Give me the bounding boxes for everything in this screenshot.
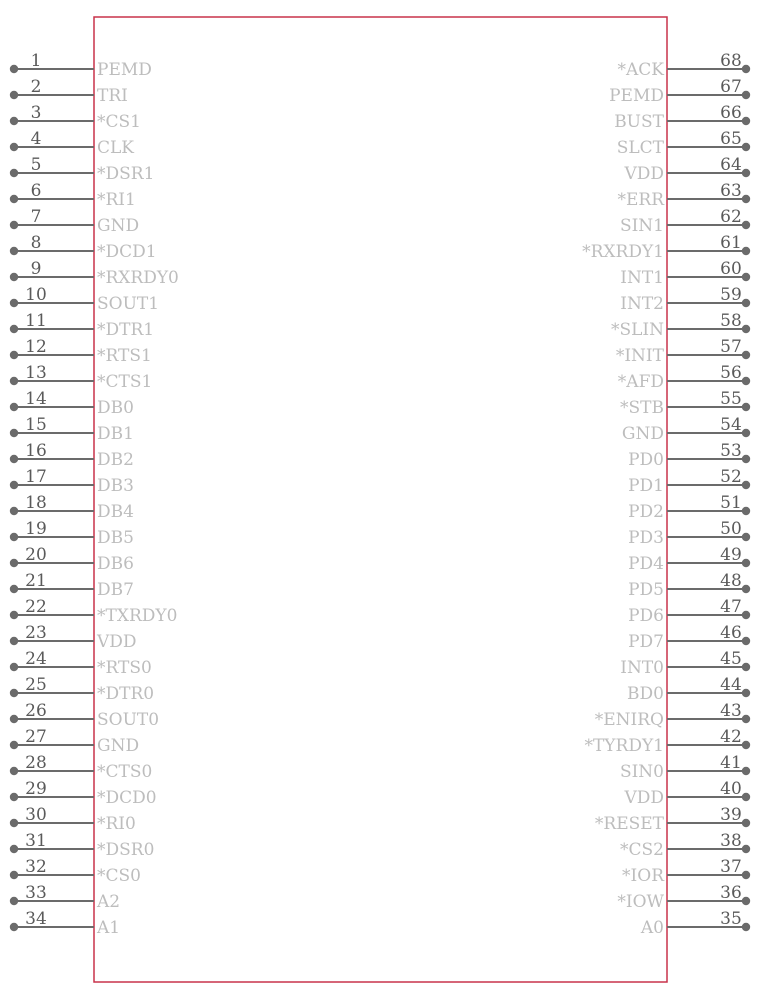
pin-number: 46 bbox=[720, 623, 742, 643]
pin-name: VDD bbox=[624, 164, 664, 184]
pin-endpoint-dot bbox=[10, 793, 18, 801]
pin-number: 10 bbox=[25, 285, 47, 305]
pin-30 bbox=[10, 805, 136, 834]
pin-name: *CS0 bbox=[97, 866, 141, 886]
pin-name: SIN0 bbox=[619, 762, 664, 782]
pin-65 bbox=[617, 129, 750, 158]
pin-12 bbox=[10, 337, 152, 366]
pin-name: *RTS0 bbox=[97, 658, 152, 678]
pin-61 bbox=[582, 233, 750, 262]
pin-name: *DCD1 bbox=[97, 242, 157, 262]
pin-11 bbox=[10, 311, 154, 340]
pin-number: 13 bbox=[25, 363, 47, 383]
pin-name: PD1 bbox=[628, 476, 664, 496]
pin-endpoint-dot bbox=[742, 767, 750, 775]
pin-number: 66 bbox=[720, 103, 742, 123]
pin-name: *AFD bbox=[617, 372, 664, 392]
pin-endpoint-dot bbox=[10, 585, 18, 593]
pin-name: VDD bbox=[97, 632, 137, 652]
pin-endpoint-dot bbox=[742, 819, 750, 827]
pin-34 bbox=[10, 909, 120, 938]
pin-name: BD0 bbox=[627, 684, 664, 704]
pin-endpoint-dot bbox=[10, 689, 18, 697]
pin-number: 11 bbox=[25, 311, 47, 331]
pin-endpoint-dot bbox=[742, 377, 750, 385]
pin-54 bbox=[622, 415, 750, 444]
pin-23 bbox=[10, 623, 137, 652]
pin-13 bbox=[10, 363, 153, 392]
pin-number: 35 bbox=[720, 909, 742, 929]
pin-number: 23 bbox=[25, 623, 47, 643]
pin-5 bbox=[10, 155, 155, 184]
pin-name: PD4 bbox=[628, 554, 664, 574]
pin-number: 25 bbox=[25, 675, 47, 695]
pin-52 bbox=[628, 467, 750, 496]
pin-3 bbox=[10, 103, 141, 132]
pin-number: 40 bbox=[720, 779, 742, 799]
pin-name: CLK bbox=[97, 138, 134, 158]
pin-number: 20 bbox=[25, 545, 47, 565]
pin-endpoint-dot bbox=[742, 455, 750, 463]
pin-38 bbox=[620, 831, 750, 860]
right-pin-group bbox=[582, 51, 750, 938]
pin-endpoint-dot bbox=[10, 897, 18, 905]
pin-name: SLCT bbox=[616, 138, 664, 158]
pin-46 bbox=[628, 623, 750, 652]
pin-28 bbox=[10, 753, 153, 782]
pin-number: 29 bbox=[25, 779, 47, 799]
pin-name: *DSR1 bbox=[97, 164, 155, 184]
pin-27 bbox=[10, 727, 139, 756]
pin-number: 22 bbox=[25, 597, 47, 617]
pin-44 bbox=[627, 675, 750, 704]
pin-20 bbox=[10, 545, 134, 574]
pin-name: GND bbox=[97, 736, 140, 756]
pin-number: 65 bbox=[720, 129, 742, 149]
pin-number: 49 bbox=[720, 545, 742, 565]
pin-number: 26 bbox=[25, 701, 47, 721]
pin-67 bbox=[609, 77, 750, 106]
pin-6 bbox=[10, 181, 136, 210]
pin-35 bbox=[640, 909, 750, 938]
pin-name: PEMD bbox=[609, 86, 664, 106]
pin-name: *TXRDY0 bbox=[97, 606, 178, 626]
pin-68 bbox=[618, 51, 751, 80]
pin-number: 45 bbox=[720, 649, 742, 669]
pin-endpoint-dot bbox=[10, 637, 18, 645]
pin-name: INT2 bbox=[620, 294, 664, 314]
pin-name: *DTR1 bbox=[97, 320, 155, 340]
pin-number: 55 bbox=[720, 389, 742, 409]
pin-name: GND bbox=[621, 424, 664, 444]
pin-endpoint-dot bbox=[742, 559, 750, 567]
pin-number: 8 bbox=[30, 233, 42, 253]
pin-endpoint-dot bbox=[742, 65, 750, 73]
pin-endpoint-dot bbox=[742, 533, 750, 541]
pin-62 bbox=[620, 207, 750, 236]
pin-29 bbox=[10, 779, 157, 808]
pin-name: INT1 bbox=[620, 268, 664, 288]
pin-name: TRI bbox=[97, 86, 128, 106]
pin-number: 59 bbox=[720, 285, 742, 305]
pin-number: 56 bbox=[720, 363, 742, 383]
pin-endpoint-dot bbox=[742, 143, 750, 151]
pin-53 bbox=[628, 441, 750, 470]
pin-name: *RXRDY1 bbox=[582, 242, 664, 262]
pin-name: *INIT bbox=[615, 346, 664, 366]
pin-10 bbox=[10, 285, 159, 314]
pin-name: PD3 bbox=[628, 528, 664, 548]
pin-43 bbox=[595, 701, 750, 730]
pin-59 bbox=[620, 285, 750, 314]
pin-endpoint-dot bbox=[742, 715, 750, 723]
pin-32 bbox=[10, 857, 141, 886]
pin-number: 38 bbox=[720, 831, 742, 851]
pin-endpoint-dot bbox=[742, 871, 750, 879]
pin-number: 27 bbox=[25, 727, 47, 747]
pin-name: *RI0 bbox=[97, 814, 136, 834]
pin-name: *RESET bbox=[594, 814, 664, 834]
pin-40 bbox=[623, 779, 750, 808]
pin-endpoint-dot bbox=[742, 169, 750, 177]
pin-endpoint-dot bbox=[742, 195, 750, 203]
pin-39 bbox=[595, 805, 750, 834]
pin-number: 15 bbox=[25, 415, 47, 435]
pin-51 bbox=[628, 493, 750, 522]
pin-name: PEMD bbox=[97, 60, 152, 80]
pin-number: 21 bbox=[25, 571, 47, 591]
pin-name: *RI1 bbox=[97, 190, 136, 210]
pin-number: 4 bbox=[30, 129, 42, 149]
pin-endpoint-dot bbox=[742, 611, 750, 619]
pin-name: PD0 bbox=[628, 450, 664, 470]
pin-number: 3 bbox=[30, 103, 42, 123]
pin-name: SIN1 bbox=[619, 216, 664, 236]
pin-name: *CTS0 bbox=[97, 762, 153, 782]
pin-name: *ENIRQ bbox=[594, 710, 664, 730]
pin-8 bbox=[10, 233, 157, 262]
pin-number: 32 bbox=[25, 857, 47, 877]
pin-endpoint-dot bbox=[10, 455, 18, 463]
pin-endpoint-dot bbox=[742, 117, 750, 125]
pin-endpoint-dot bbox=[742, 351, 750, 359]
pin-name: PD6 bbox=[628, 606, 664, 626]
pin-name: DB7 bbox=[97, 580, 134, 600]
pin-50 bbox=[628, 519, 750, 548]
pin-name: *RXRDY0 bbox=[97, 268, 179, 288]
pin-name: DB5 bbox=[97, 528, 134, 548]
pin-name: SOUT1 bbox=[97, 294, 160, 314]
pin-24 bbox=[10, 649, 152, 678]
pin-endpoint-dot bbox=[10, 559, 18, 567]
pin-name: DB4 bbox=[97, 502, 134, 522]
pin-25 bbox=[10, 675, 154, 704]
pin-41 bbox=[620, 753, 750, 782]
pin-number: 36 bbox=[720, 883, 742, 903]
pin-45 bbox=[620, 649, 750, 678]
pin-number: 44 bbox=[720, 675, 742, 695]
pin-number: 57 bbox=[720, 337, 742, 357]
pin-66 bbox=[614, 103, 750, 132]
pin-26 bbox=[10, 701, 159, 730]
pin-60 bbox=[620, 259, 750, 288]
pin-name: *DTR0 bbox=[97, 684, 155, 704]
pin-endpoint-dot bbox=[10, 117, 18, 125]
pin-21 bbox=[10, 571, 134, 600]
pin-name: INT0 bbox=[620, 658, 664, 678]
pin-47 bbox=[628, 597, 750, 626]
pin-7 bbox=[10, 207, 139, 236]
pin-number: 51 bbox=[720, 493, 742, 513]
pin-endpoint-dot bbox=[742, 663, 750, 671]
pin-2 bbox=[10, 77, 128, 106]
pin-1 bbox=[10, 51, 152, 80]
pin-endpoint-dot bbox=[10, 533, 18, 541]
pin-number: 53 bbox=[720, 441, 742, 461]
pin-endpoint-dot bbox=[10, 507, 18, 515]
pin-endpoint-dot bbox=[742, 247, 750, 255]
pin-number: 68 bbox=[720, 51, 742, 71]
pin-number: 14 bbox=[25, 389, 47, 409]
pin-number: 9 bbox=[30, 259, 42, 279]
pin-endpoint-dot bbox=[10, 299, 18, 307]
pin-endpoint-dot bbox=[742, 429, 750, 437]
pin-name: GND bbox=[97, 216, 140, 236]
pin-number: 58 bbox=[720, 311, 742, 331]
pin-15 bbox=[10, 415, 134, 444]
pin-name: DB2 bbox=[97, 450, 134, 470]
pin-name: DB1 bbox=[97, 424, 134, 444]
pin-endpoint-dot bbox=[742, 637, 750, 645]
pin-64 bbox=[623, 155, 750, 184]
pin-number: 24 bbox=[25, 649, 47, 669]
pin-endpoint-dot bbox=[10, 767, 18, 775]
pin-number: 62 bbox=[720, 207, 742, 227]
pin-endpoint-dot bbox=[10, 195, 18, 203]
pin-endpoint-dot bbox=[742, 793, 750, 801]
pin-name: VDD bbox=[624, 788, 664, 808]
pin-number: 52 bbox=[720, 467, 742, 487]
component-body bbox=[94, 17, 667, 982]
pin-number: 37 bbox=[720, 857, 742, 877]
pin-33 bbox=[10, 883, 120, 912]
pin-name: A0 bbox=[640, 918, 664, 938]
pin-endpoint-dot bbox=[10, 221, 18, 229]
pin-18 bbox=[10, 493, 134, 522]
pin-name: DB0 bbox=[97, 398, 134, 418]
pin-number: 34 bbox=[25, 909, 47, 929]
pin-number: 12 bbox=[25, 337, 47, 357]
pin-endpoint-dot bbox=[742, 299, 750, 307]
pin-number: 5 bbox=[30, 155, 42, 175]
pin-17 bbox=[10, 467, 134, 496]
pin-endpoint-dot bbox=[10, 143, 18, 151]
pin-number: 50 bbox=[720, 519, 742, 539]
pin-endpoint-dot bbox=[742, 481, 750, 489]
pin-48 bbox=[628, 571, 750, 600]
pin-endpoint-dot bbox=[10, 273, 18, 281]
pin-endpoint-dot bbox=[742, 585, 750, 593]
pin-31 bbox=[10, 831, 155, 860]
pin-name: *CTS1 bbox=[97, 372, 153, 392]
pin-endpoint-dot bbox=[742, 507, 750, 515]
pin-endpoint-dot bbox=[10, 481, 18, 489]
pin-endpoint-dot bbox=[10, 611, 18, 619]
pin-number: 64 bbox=[720, 155, 742, 175]
pin-16 bbox=[10, 441, 134, 470]
pin-endpoint-dot bbox=[10, 351, 18, 359]
pin-55 bbox=[620, 389, 750, 418]
pin-endpoint-dot bbox=[10, 741, 18, 749]
pin-number: 41 bbox=[720, 753, 742, 773]
pin-endpoint-dot bbox=[10, 377, 18, 385]
pin-19 bbox=[10, 519, 134, 548]
pin-name: PD5 bbox=[628, 580, 664, 600]
pin-14 bbox=[10, 389, 134, 418]
pin-number: 39 bbox=[720, 805, 742, 825]
pin-name: *RTS1 bbox=[97, 346, 152, 366]
pin-37 bbox=[622, 857, 750, 886]
pin-number: 60 bbox=[720, 259, 742, 279]
pin-4 bbox=[10, 129, 134, 158]
pin-endpoint-dot bbox=[742, 897, 750, 905]
pin-number: 19 bbox=[25, 519, 47, 539]
pin-name: *CS2 bbox=[620, 840, 664, 860]
pin-number: 47 bbox=[720, 597, 742, 617]
pin-name: *IOW bbox=[617, 892, 664, 912]
pin-endpoint-dot bbox=[742, 403, 750, 411]
pin-endpoint-dot bbox=[10, 429, 18, 437]
pin-endpoint-dot bbox=[10, 663, 18, 671]
pin-56 bbox=[618, 363, 750, 392]
pin-endpoint-dot bbox=[742, 273, 750, 281]
pin-number: 2 bbox=[30, 77, 42, 97]
pin-name: *TYRDY1 bbox=[584, 736, 664, 756]
pin-number: 33 bbox=[25, 883, 47, 903]
pin-number: 54 bbox=[720, 415, 742, 435]
pin-58 bbox=[611, 311, 750, 340]
pin-endpoint-dot bbox=[10, 91, 18, 99]
pin-name: A2 bbox=[97, 892, 121, 912]
pin-name: *STB bbox=[620, 398, 664, 418]
pin-name: *SLIN bbox=[610, 320, 664, 340]
pin-number: 30 bbox=[25, 805, 47, 825]
pin-number: 43 bbox=[720, 701, 742, 721]
pin-number: 28 bbox=[25, 753, 47, 773]
pin-endpoint-dot bbox=[10, 871, 18, 879]
pin-name: BUST bbox=[614, 112, 664, 132]
pin-endpoint-dot bbox=[10, 403, 18, 411]
pin-name: DB6 bbox=[97, 554, 134, 574]
pin-name: *DSR0 bbox=[97, 840, 155, 860]
pin-endpoint-dot bbox=[742, 689, 750, 697]
pin-number: 18 bbox=[25, 493, 47, 513]
pin-number: 16 bbox=[25, 441, 47, 461]
pin-endpoint-dot bbox=[10, 845, 18, 853]
pin-name: *ERR bbox=[617, 190, 664, 210]
pin-endpoint-dot bbox=[10, 169, 18, 177]
pin-number: 67 bbox=[720, 77, 742, 97]
pin-number: 1 bbox=[30, 51, 42, 71]
pin-endpoint-dot bbox=[10, 65, 18, 73]
pin-number: 63 bbox=[720, 181, 742, 201]
pin-endpoint-dot bbox=[742, 325, 750, 333]
pin-name: PD7 bbox=[628, 632, 664, 652]
pin-endpoint-dot bbox=[742, 91, 750, 99]
pin-endpoint-dot bbox=[742, 221, 750, 229]
pin-number: 31 bbox=[25, 831, 47, 851]
pin-name: PD2 bbox=[628, 502, 664, 522]
pin-endpoint-dot bbox=[742, 845, 750, 853]
pin-number: 17 bbox=[25, 467, 47, 487]
pin-name: *DCD0 bbox=[97, 788, 157, 808]
pin-name: *CS1 bbox=[97, 112, 141, 132]
pin-number: 48 bbox=[720, 571, 742, 591]
pin-name: SOUT0 bbox=[97, 710, 160, 730]
pin-49 bbox=[628, 545, 750, 574]
pin-endpoint-dot bbox=[742, 741, 750, 749]
pin-name: *IOR bbox=[622, 866, 664, 886]
pin-name: A1 bbox=[97, 918, 121, 938]
pin-name: *ACK bbox=[617, 60, 664, 80]
pin-number: 42 bbox=[720, 727, 742, 747]
pin-name: DB3 bbox=[97, 476, 134, 496]
pin-number: 6 bbox=[30, 181, 42, 201]
pin-57 bbox=[616, 337, 750, 366]
pin-endpoint-dot bbox=[10, 923, 18, 931]
pin-36 bbox=[617, 883, 750, 912]
pin-endpoint-dot bbox=[742, 923, 750, 931]
pin-63 bbox=[617, 181, 750, 210]
pin-endpoint-dot bbox=[10, 247, 18, 255]
pin-endpoint-dot bbox=[10, 325, 18, 333]
pin-endpoint-dot bbox=[10, 819, 18, 827]
pin-endpoint-dot bbox=[10, 715, 18, 723]
pin-number: 61 bbox=[720, 233, 742, 253]
pin-number: 7 bbox=[30, 207, 42, 227]
